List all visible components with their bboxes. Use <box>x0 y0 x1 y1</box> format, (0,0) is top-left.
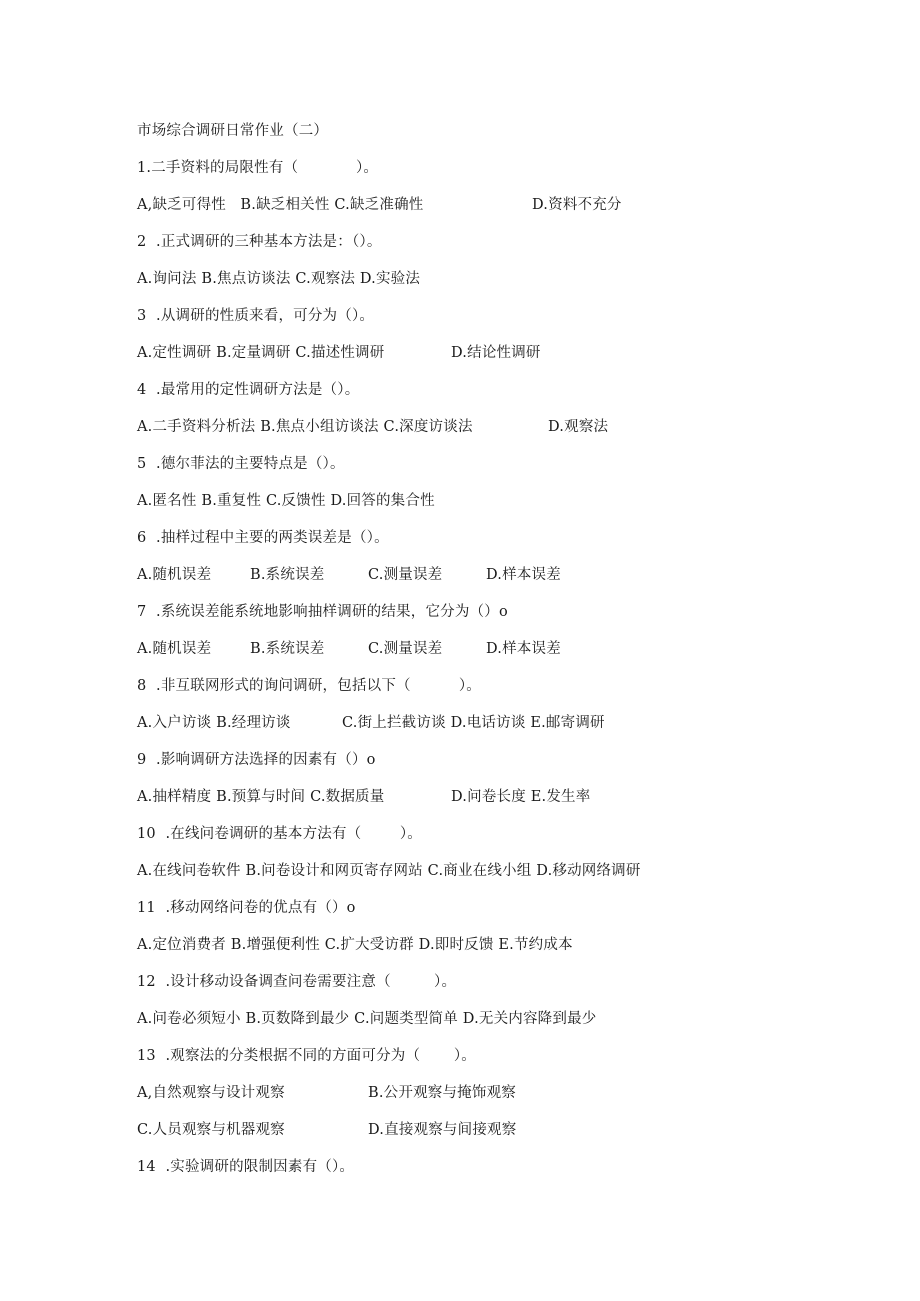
document-title: 市场综合调研日常作业（二） <box>137 123 329 139</box>
question-2: 2 .正式调研的三种基本方法是：（）。 <box>137 234 382 250</box>
question-10: 10 .在线问卷调研的基本方法有（ ）。 <box>137 826 422 842</box>
option-group: A.二手资料分析法 B.焦点小组访谈法 C.深度访谈法 <box>137 419 473 435</box>
option-d: D.资料不充分 <box>532 197 622 213</box>
option-c: C.人员观察与机器观察 <box>137 1122 285 1138</box>
option-b: B.公开观察与掩饰观察 <box>368 1085 516 1101</box>
question-6: 6 .抽样过程中主要的两类误差是（）。 <box>137 530 389 546</box>
question-3: 3 .从调研的性质来看，可分为（）。 <box>137 308 375 324</box>
question-8: 8 .非互联网形式的询问调研，包括以下（ ）。 <box>137 678 481 694</box>
question-9: 9 .影响调研方法选择的因素有（）o <box>137 752 376 768</box>
option-c: C.测量误差 <box>368 567 443 583</box>
question-14: 14 .实验调研的限制因素有（）。 <box>137 1159 355 1175</box>
option-d: D.直接观察与间接观察 <box>368 1122 517 1138</box>
options-12: A.问卷必须短小 B.页数降到最少 C.问题类型简单 D.无关内容降到最少 <box>137 1011 597 1027</box>
question-7: 7 .系统误差能系统地影响抽样调研的结果，它分为（）o <box>137 604 508 620</box>
option-group: C.街上拦截访谈 D.电话访谈 E.邮寄调研 <box>342 715 605 731</box>
question-13: 13 .观察法的分类根据不同的方面可分为（ ）。 <box>137 1048 476 1064</box>
option-a: A.随机误差 <box>137 567 212 583</box>
question-5: 5 .德尔菲法的主要特点是（）。 <box>137 456 345 472</box>
options-11: A.定位消费者 B.增强便利性 C.扩大受访群 D.即时反馈 E.节约成本 <box>137 937 573 953</box>
option-group: A.抽样精度 B.预算与时间 C.数据质量 <box>137 789 385 805</box>
question-11: 11 .移动网络问卷的优点有（）o <box>137 900 356 916</box>
question-12: 12 .设计移动设备调查问卷需要注意（ ）。 <box>137 974 457 990</box>
option-b: B.系统误差 <box>250 641 325 657</box>
option-b: B.系统误差 <box>250 567 325 583</box>
option-group: A.定性调研 B.定量调研 C.描述性调研 <box>137 345 385 361</box>
option-group: D.问卷长度 E.发生率 <box>451 789 591 805</box>
question-4: 4 .最常用的定性调研方法是（）。 <box>137 382 360 398</box>
option-d: D.观察法 <box>548 419 609 435</box>
option-d: D.样本误差 <box>486 641 561 657</box>
question-1: 1.二手资料的局限性有（ ）。 <box>137 160 379 176</box>
option-c: C.测量误差 <box>368 641 443 657</box>
option-a: A.随机误差 <box>137 641 212 657</box>
options-10: A.在线问卷软件 B.问卷设计和网页寄存网站 C.商业在线小组 D.移动网络调研 <box>137 863 641 879</box>
option-d: D.结论性调研 <box>451 345 541 361</box>
options-5: A.匿名性 B.重复性 C.反馈性 D.回答的集合性 <box>137 493 435 509</box>
options-2: A.询问法 B.焦点访谈法 C.观察法 D.实验法 <box>137 271 421 287</box>
option-group: A,缺乏可得性 B.缺乏相关性 C.缺乏准确性 <box>137 197 424 213</box>
option-d: D.样本误差 <box>486 567 561 583</box>
option-a: A,自然观察与设计观察 <box>137 1085 285 1101</box>
option-group: A.入户访谈 B.经理访谈 <box>137 715 291 731</box>
